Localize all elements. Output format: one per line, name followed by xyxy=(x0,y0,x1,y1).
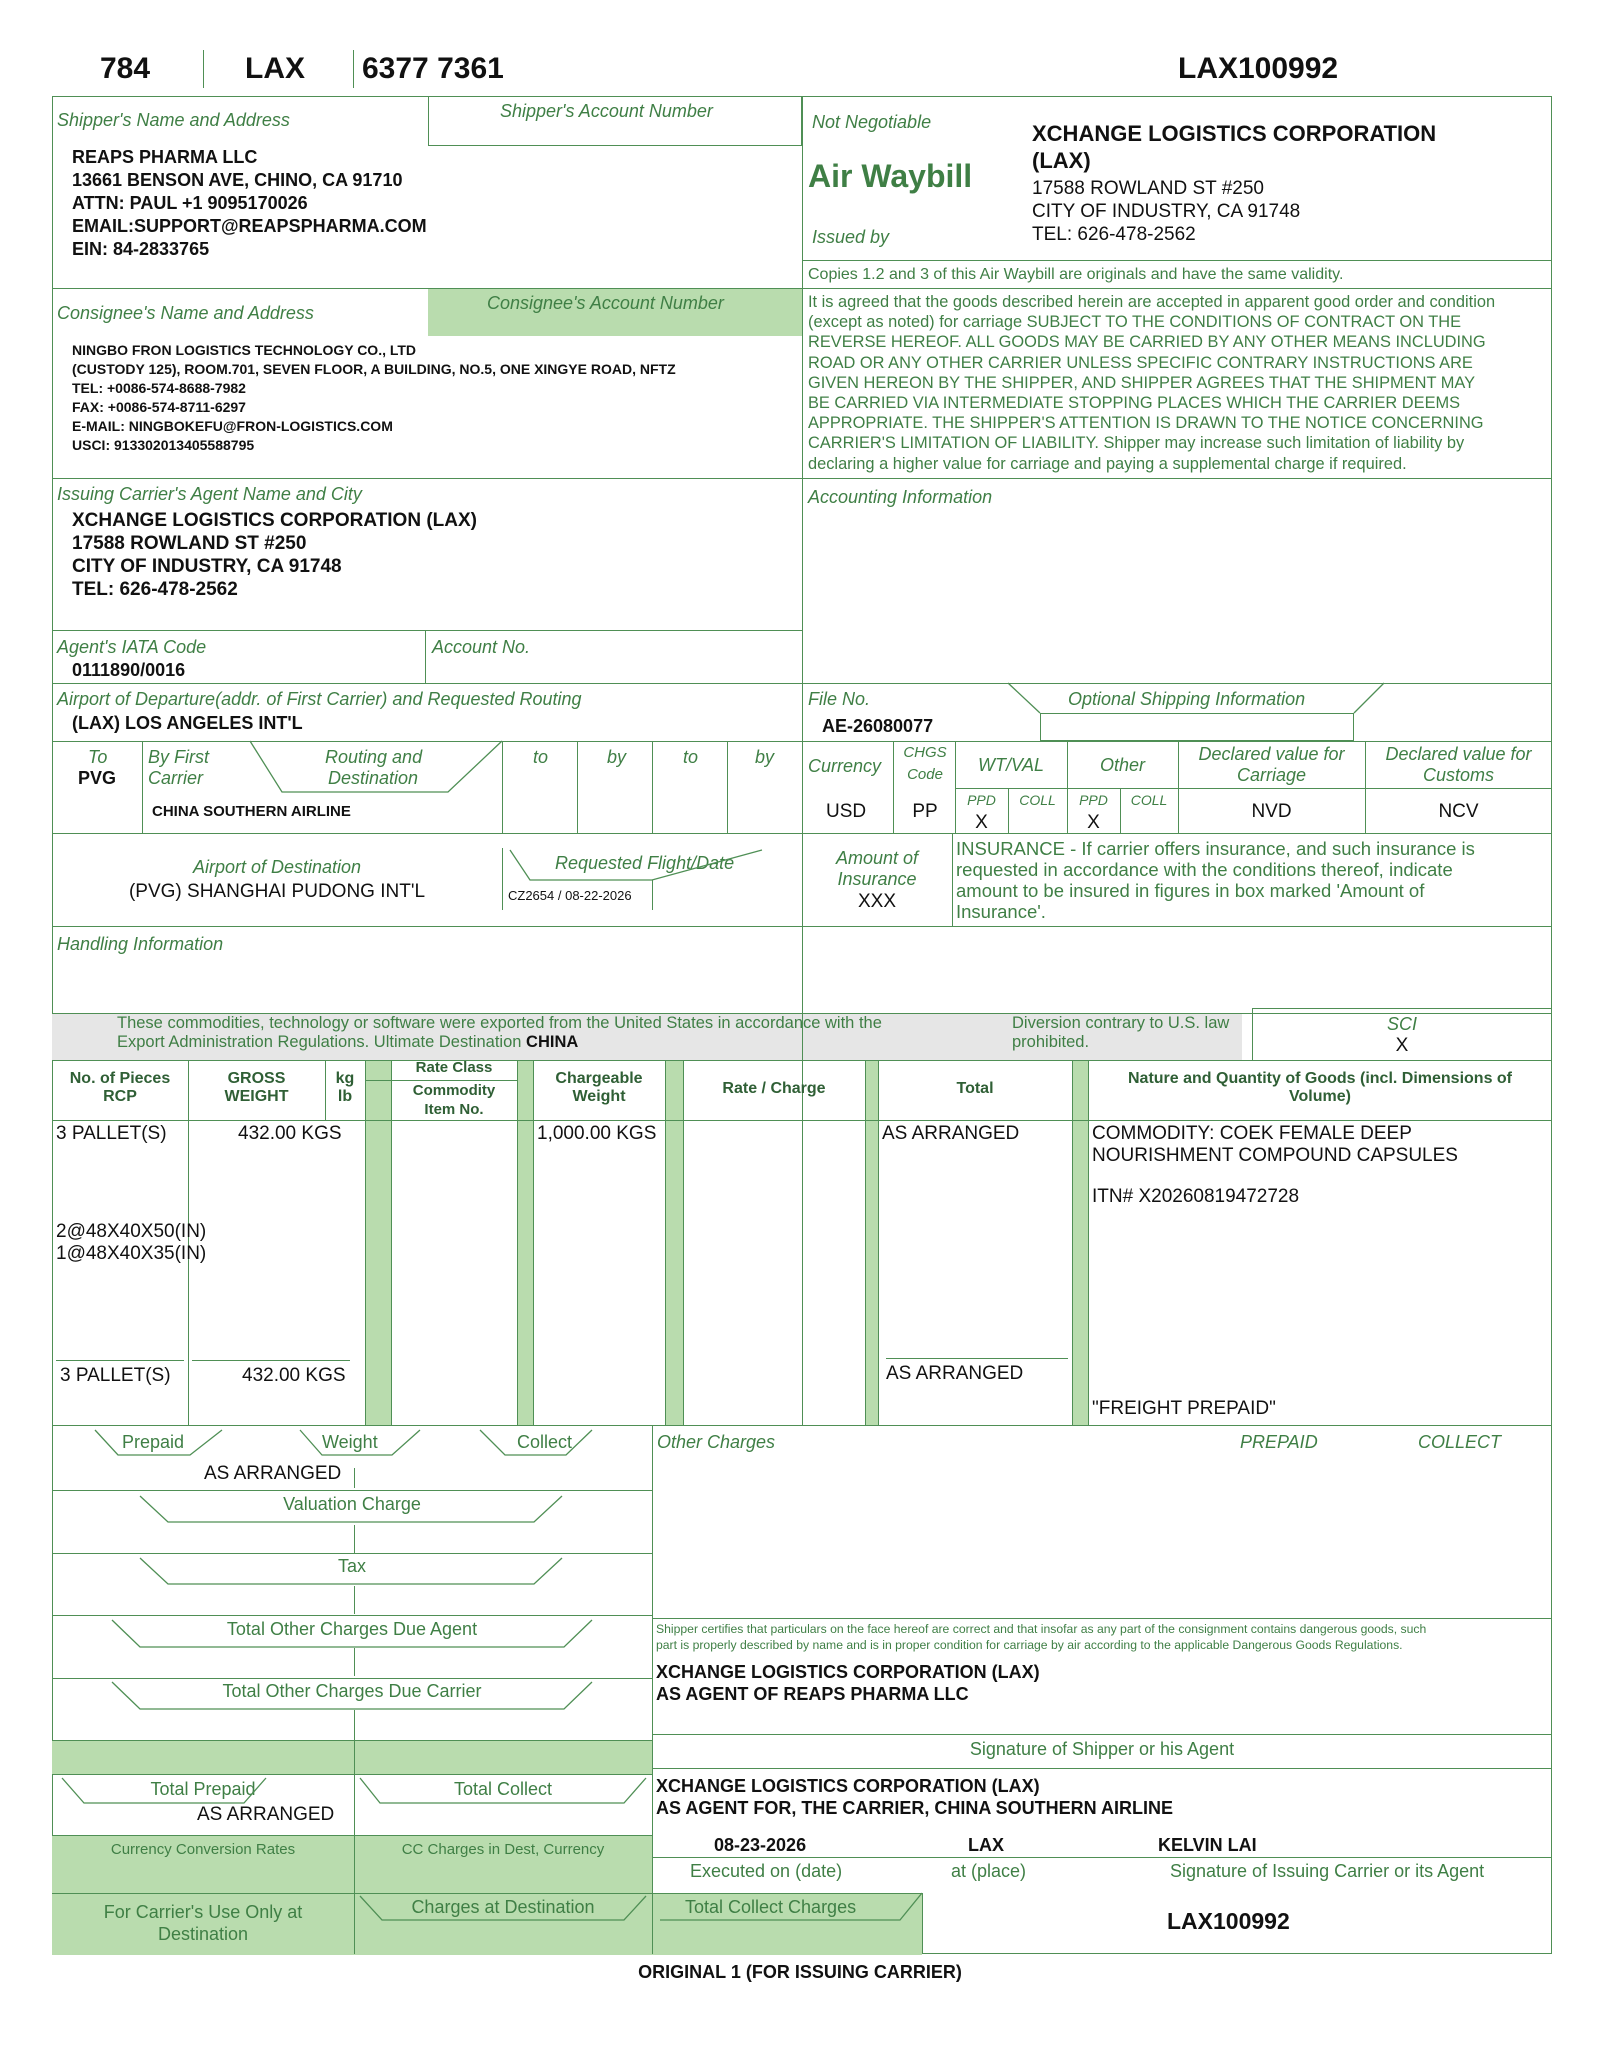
gross-header: GROSS WEIGHT xyxy=(224,1070,289,1105)
dv-customs-value: NCV xyxy=(1438,801,1479,822)
air-waybill-title: Air Waybill xyxy=(808,158,973,194)
wt-coll-label: COLL xyxy=(1019,792,1056,808)
handling-label: Handling Information xyxy=(57,934,224,954)
sci-label: SCI xyxy=(1386,1014,1417,1034)
gross-value: 432.00 KGS xyxy=(238,1123,342,1144)
agent-line: CITY OF INDUSTRY, CA 91748 xyxy=(72,556,342,577)
total-value: AS ARRANGED xyxy=(882,1123,1020,1144)
currency-value: USD xyxy=(826,801,867,822)
nature-header: Nature and Quantity of Goods (incl. Dimensions of Volume) xyxy=(1127,1070,1513,1105)
tax-label: Tax xyxy=(337,1556,366,1576)
dimension-line: 1@48X40X35(IN) xyxy=(56,1243,207,1264)
dv-carriage-label: Declared value for xyxy=(1198,744,1345,764)
commodity-line: NOURISHMENT COMPOUND CAPSULES xyxy=(1092,1145,1458,1166)
executed-place-label: at (place) xyxy=(951,1861,1027,1881)
not-negotiable: Not Negotiable xyxy=(812,112,932,132)
pieces-value: 3 PALLET(S) xyxy=(56,1123,167,1144)
itn-number: ITN# X20260819472728 xyxy=(1092,1186,1300,1207)
consignee-account-label: Consignee's Account Number xyxy=(487,293,724,313)
carrier-use-label: For Carrier's Use Only at xyxy=(103,1902,303,1922)
total-prepaid-value: AS ARRANGED xyxy=(197,1804,335,1825)
dimension-line: 2@48X40X50(IN) xyxy=(56,1221,207,1242)
rate-class-header: Rate Class xyxy=(415,1059,493,1076)
wtval-label: WT/VAL xyxy=(977,755,1044,775)
agent-line: TEL: 626-478-2562 xyxy=(72,579,238,600)
certify-text-2: part is properly described by name and is in proper condition for carriage by air according to the applicable Dangerous Goods Regulations. xyxy=(656,1638,1403,1652)
other-charges-label: Other Charges xyxy=(657,1432,776,1452)
prepaid-label: Prepaid xyxy=(122,1432,185,1452)
shipper-line: 13661 BENSON AVE, CHINO, CA 91710 xyxy=(72,170,403,190)
chgs-code-label: Code xyxy=(907,766,943,783)
other-label: Other xyxy=(1099,755,1146,775)
iata-label: Agent's IATA Code xyxy=(57,637,207,657)
flight-date: CZ2654 / 08-22-2026 xyxy=(508,888,632,903)
to-label: To xyxy=(88,747,108,767)
to-label-3: to xyxy=(683,747,699,767)
carrier-label: Carrier xyxy=(148,768,204,788)
insurance-amount-label-2: Insurance xyxy=(837,869,917,889)
file-number: AE-26080077 xyxy=(822,716,934,736)
hawb-number: LAX100992 xyxy=(1178,52,1339,85)
routing-label: Routing and xyxy=(325,747,423,767)
diversion-text-2: prohibited. xyxy=(1012,1033,1090,1051)
grand-total: AS ARRANGED xyxy=(886,1363,1024,1384)
to-airport: PVG xyxy=(78,768,117,788)
valuation-label: Valuation Charge xyxy=(283,1494,421,1514)
issuer-line: CITY OF INDUSTRY, CA 91748 xyxy=(1032,201,1301,222)
shipper-signature-label: Signature of Shipper or his Agent xyxy=(969,1739,1235,1759)
total-gross: 432.00 KGS xyxy=(242,1365,346,1386)
pieces-header: No. of Pieces RCP xyxy=(69,1070,171,1105)
execution-date: 08-23-2026 xyxy=(714,1835,807,1855)
due-agent-label: Total Other Charges Due Agent xyxy=(226,1619,478,1639)
by-label-3: by xyxy=(755,747,775,767)
issued-by-label: Issued by xyxy=(812,227,890,247)
insurance-amount: XXX xyxy=(857,891,897,912)
to-label-2: to xyxy=(533,747,549,767)
dv-carriage-label-2: Carriage xyxy=(1236,765,1307,785)
commodity-header: Commodity Item No. xyxy=(412,1082,496,1118)
agent-label: Issuing Carrier's Agent Name and City xyxy=(57,484,362,504)
conditions-text: It is agreed that the goods described herein are accepted in apparent good order and condition (except as noted) for carriage SUBJECT TO THE CONDITIONS OF CONTRACT ON THE REVERSE HEREOF. ALL GOODS MAY BE CARRIED BY ANY OTHER MEANS INCLUDING ROAD OR ANY OTHER CARRIER UNLESS SPECIFIC CONTRARY INSTRUCTIONS ARE GIVEN HEREON BY THE SHIPPER, AND SHIPPER AGREES THAT THE SHIPMENT MAY BE CARRIED VIA INTERMEDIATE STOPPING PLACES WHICH THE CARRIER DEEMS APPROPRIATE. THE SHIPPER'S ATTENTION IS DRAWN TO THE NOTICE CONCERNING CARRIER'S LIMITATION OF LIABILITY. Shipper may increase such limitation of liability by declaring a higher value for carriage and paying a supplemental charge if required. xyxy=(808,293,1496,473)
chgs-label: CHGS xyxy=(903,744,947,761)
awb-serial: 6377 7361 xyxy=(362,52,504,85)
issuer-line: (LAX) xyxy=(1032,148,1091,173)
carrier-signature-label: Signature of Issuing Carrier or its Agent xyxy=(1170,1861,1485,1881)
chargeable-header: Chargeable Weight xyxy=(555,1070,643,1105)
certify-text: Shipper certifies that particulars on the face hereof are correct and that insofar as any part of the consignment contains dangerous goods, such xyxy=(656,1622,1427,1636)
original-copy-label: ORIGINAL 1 (FOR ISSUING CARRIER) xyxy=(638,1962,962,1982)
total-collect-charges-label: Total Collect Charges xyxy=(685,1897,857,1917)
ccr-label: Currency Conversion Rates xyxy=(110,1841,296,1858)
other-coll-label: COLL xyxy=(1130,792,1168,808)
dv-carriage-value: NVD xyxy=(1251,801,1292,822)
consignee-address: NINGBO FRON LOGISTICS TECHNOLOGY CO., LTD (CUSTODY 125), ROOM.701, SEVEN FLOOR, A BUILDING, NO.5, ONE XINGYE ROAD, NFTZ TEL: +0086-574-8688-7982 FAX: +0086-574-8711-6297 E-MAIL: NINGBOKEFU@FRON-LOGISTICS.COM USCI: 91330201340558879​5 xyxy=(72,342,676,453)
chgs-value: PP xyxy=(912,801,938,822)
executed-date-label: Executed on (date) xyxy=(690,1861,843,1881)
insurance-amount-label: Amount of xyxy=(835,848,919,868)
copies-note: Copies 1.2 and 3 of this Air Waybill are originals and have the same validity. xyxy=(808,266,1344,283)
shipper-line: EIN: 84-2833765 xyxy=(72,239,210,259)
total-header: Total xyxy=(956,1080,994,1097)
total-prepaid-label: Total Prepaid xyxy=(150,1779,256,1799)
cc-dest-label: CC Charges in Dest, Currency xyxy=(401,1841,605,1858)
other-ppd-value: X xyxy=(1087,812,1100,833)
agent-line: XCHANGE LOGISTICS CORPORATION (LAX) xyxy=(72,510,477,531)
awb-prefix: 784 xyxy=(100,52,151,85)
diversion-text: Diversion contrary to U.S. law xyxy=(1012,1014,1230,1032)
destination-label: Destination xyxy=(328,768,419,788)
departure-airport: (LAX) LOS ANGELES INT'L xyxy=(72,713,303,733)
chargeable-value: 1,000.00 KGS xyxy=(537,1123,657,1144)
by-label-2: by xyxy=(607,747,627,767)
flight-label: Requested Flight/Date xyxy=(555,853,735,873)
issuer-line: TEL: 626-478-2562 xyxy=(1032,224,1196,245)
weight-label: Weight xyxy=(322,1432,378,1452)
other-collect-label: COLLECT xyxy=(1418,1432,1502,1452)
insurance-text: INSURANCE - If carrier offers insurance, and such insurance is requested in accordance with the conditions thereof, indicate amount to be insured in figures in box marked 'Amount of Insurance'. xyxy=(956,838,1475,922)
collect-label: Collect xyxy=(517,1432,573,1452)
first-carrier: CHINA SOUTHERN AIRLINE xyxy=(152,803,351,820)
shipper-label: Shipper's Name and Address xyxy=(57,110,290,130)
agent-line: 17588 ROWLAND ST #250 xyxy=(72,533,307,554)
wt-ppd-value: X xyxy=(975,812,988,833)
footer-hawb: LAX100992 xyxy=(1167,1908,1290,1934)
shipper-agent-name: XCHANGE LOGISTICS CORPORATION (LAX) xyxy=(656,1662,1040,1682)
other-ppd-label: PPD xyxy=(1079,792,1108,808)
carrier-agent-for: AS AGENT FOR, THE CARRIER, CHINA SOUTHERN AIRLINE xyxy=(656,1798,1174,1818)
account-no-label: Account No. xyxy=(432,637,531,657)
total-pieces: 3 PALLET(S) xyxy=(60,1365,171,1386)
by-first-label: By First xyxy=(148,747,209,767)
destination-airport-label: Airport of Destination xyxy=(192,857,362,877)
export-line-2: Export Administration Regulations. Ultimate Destination CHINA xyxy=(117,1033,579,1051)
iata-code: 0111890/0016 xyxy=(72,660,186,680)
shipper-agent-of: AS AGENT OF REAPS PHARMA LLC xyxy=(656,1684,969,1704)
accounting-label: Accounting Information xyxy=(808,487,993,507)
unit-header: kg lb xyxy=(335,1070,355,1105)
issuer-line: XCHANGE LOGISTICS CORPORATION xyxy=(1032,121,1437,146)
export-line: These commodities, technology or software were exported from the United States in accordance with the xyxy=(117,1014,882,1032)
issuer-line: 17588 ROWLAND ST #250 xyxy=(1032,178,1264,199)
total-collect-label: Total Collect xyxy=(453,1779,553,1799)
freight-note: "FREIGHT PREPAID" xyxy=(1092,1398,1276,1419)
departure-label: Airport of Departure(addr. of First Carrier) and Requested Routing xyxy=(57,689,582,709)
dv-customs-label-2: Customs xyxy=(1422,765,1494,785)
shipper-line: EMAIL:SUPPORT@REAPSPHARMA.COM xyxy=(72,216,427,236)
execution-place: LAX xyxy=(968,1835,1004,1855)
other-prepaid-label: PREPAID xyxy=(1240,1432,1318,1452)
sci-value: X xyxy=(1395,1035,1409,1056)
rate-header: Rate / Charge xyxy=(722,1080,826,1097)
shipper-line: ATTN: PAUL +1 9095170026 xyxy=(72,193,308,213)
dv-customs-label: Declared value for xyxy=(1385,744,1532,764)
weight-charge: AS ARRANGED xyxy=(204,1463,342,1484)
wt-ppd-label: PPD xyxy=(967,792,996,808)
due-carrier-label: Total Other Charges Due Carrier xyxy=(222,1681,482,1701)
charges-at-dest-label: Charges at Destination xyxy=(411,1897,595,1917)
carrier-use-label-2: Destination xyxy=(157,1924,249,1944)
origin-airport: LAX xyxy=(245,52,305,85)
shipper-line: REAPS PHARMA LLC xyxy=(72,147,258,167)
carrier-agent-name: XCHANGE LOGISTICS CORPORATION (LAX) xyxy=(656,1776,1040,1796)
carrier-signer: KELVIN LAI xyxy=(1158,1835,1257,1855)
consignee-label: Consignee's Name and Address xyxy=(57,303,314,323)
commodity-line: COMMODITY: COEK FEMALE DEEP xyxy=(1092,1123,1412,1144)
currency-label: Currency xyxy=(808,756,882,776)
destination-airport: (PVG) SHANGHAI PUDONG INT'L xyxy=(128,881,426,902)
optional-shipping-label: Optional Shipping Information xyxy=(1068,689,1306,709)
file-label: File No. xyxy=(808,689,871,709)
shipper-account-label: Shipper's Account Number xyxy=(500,101,713,121)
